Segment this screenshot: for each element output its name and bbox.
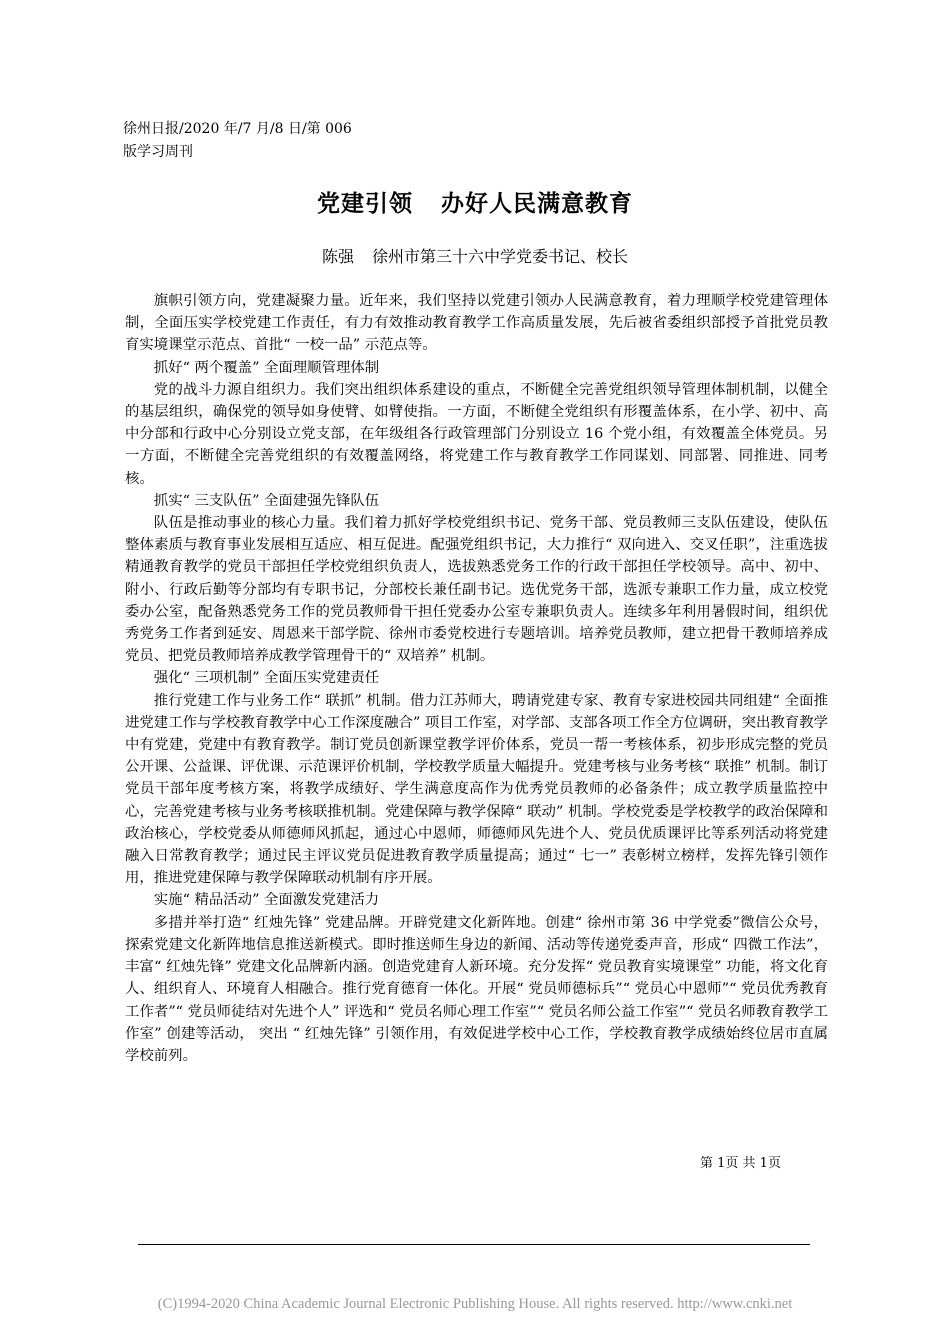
source-line-2: 版学习周刊: [123, 144, 193, 160]
paragraph-section-1: 党的战斗力源自组织力。我们突出组织体系建设的重点，不断健全完善党组织领导管理体制机制，以健全的基层组织，确保党的领导如身使臂、如臂使指。一方面，不断健全党组织有形覆盖体系，在小学、初中、高中分部和行政中心分别设立党支部，在年级组各行政管理部门分别设立 16 个党小组，有效覆盖全体党员。另一方面，不断健全完善党组织的有效覆盖网络，将党建工作与教育教学工作同谋划、同部署、同推进、同考核。: [125, 381, 828, 487]
article-body: [125, 290, 828, 1067]
section-heading-1: 抓好“ 两个覆盖” 全面理顺管理体制: [153, 359, 380, 376]
author-title: 徐州市第三十六中学党委书记、校长: [372, 247, 629, 266]
title-part-2: 办好人民满意教育: [441, 190, 633, 217]
section-heading-2: 抓实“ 三支队伍” 全面建强先锋队伍: [153, 492, 380, 509]
section-heading-4: 实施“ 精品活动” 全面激发党建活力: [153, 892, 380, 909]
footer-divider: [138, 1244, 810, 1245]
article-title: [0, 185, 950, 218]
section-heading-3: 强化“ 三项机制” 全面压实党建责任: [153, 670, 380, 687]
title-part-1: 党建引领: [317, 190, 413, 217]
paragraph-intro: 旗帜引领方向，党建凝聚力量。近年来，我们坚持以党建引领办人民满意教育，着力理顺学校党建管理体制，全面压实学校党建工作责任，有力有效推动教育教学工作高质量发展，先后被省委组织部授予首批党员教育实境课堂示范点、首批“ 一校一品” 示范点等。: [125, 293, 828, 354]
source-citation: [123, 118, 363, 164]
source-line-1: 徐州日报/2020 年/7 月/8 日/第 006: [123, 121, 352, 137]
paragraph-section-3: 推行党建工作与业务工作“ 联抓” 机制。借力江苏师大，聘请党建专家、教育专家进校园共同组建“ 全面推进党建工作与学校教育教学中心工作深度融合” 项目工作室，对学部、支部各项工作全方位调研，突出教育教学中有党建，党建中有教育教学。制订党员创新课堂教学评价体系，党员一帮一考核体系，初步形成完整的党员公开课、公益课、评优课、示范课评价机制，学校教学质量大幅提升。党建考核与业务考核“ 联推” 机制。制订党员干部年度考核方案，将教学成绩好、学生满意度高作为优秀党员教师的必备条件；成立教学质量监控中心，完善党建考核与业务考核联推机制。党建保障与教学保障“ 联动” 机制。学校党委是学校教学的政治保障和政治核心，学校党委从师德师风抓起，通过心中恩师，师德师风先进个人、党员优质课评比等系列活动将党建融入日常教育教学；通过民主评议党员促进教育教学质量提高；通过“ 七一” 表彰树立榜样，发挥先锋引领作用，推进党建保障与教学保障联动机制有序开展。: [125, 692, 828, 887]
page-number: 第 1页 共 1页: [700, 1156, 781, 1171]
copyright-footer: (C)1994-2020 China Academic Journal Electronic Publishing House. All rights reserved. http://www.cnki.net: [157, 1296, 793, 1312]
paragraph-section-4: 多措并举打造“ 红烛先锋” 党建品牌。开辟党建文化新阵地。创建“ 徐州市第 36 中学党委”微信公众号，探索党建文化新阵地信息推送新模式。即时推送师生身边的新闻、活动等传递党委声音，形成“ 四微工作法”，丰富“ 红烛先锋” 党建文化品牌新内涵。创造党建育人新环境。充分发挥“ 党员教育实境课堂” 功能，将文化育人、组织育人、环境育人相融合。推行党育德育一体化。开展“ 党员师德标兵”“ 党员心中恩师”“ 党员优秀教育工作者”“ 党员师徒结对先进个人” 评选和“ 党员名师心理工作室”“ 党员名师公益工作室”“ 党员名师教育教学工作室” 创建等活动， 突出 “ 红烛先锋” 引领作用，有效促进学校中心工作，学校教育教学成绩始终位居市直属学校前列。: [125, 914, 828, 1064]
author-line: [0, 244, 950, 267]
paragraph-section-2: 队伍是推动事业的核心力量。我们着力抓好学校党组织书记、党务干部、党员教师三支队伍建设，使队伍整体素质与教育事业发展相互适应、相互促进。配强党组织书记，大力推行“ 双向进入、交叉任职”，注重选拔精通教育教学的党员干部担任学校党组织负责人，选拔熟悉党务工作的行政干部担任学校领导。高中、初中、附小、行政后勤等分部均有专职书记，分部校长兼任副书记。选优党务干部，选派专兼职工作力量，成立校党委办公室，配备熟悉党务工作的党员教师骨干担任党委办公室专兼职负责人。连续多年利用暑假时间，组织优秀党务工作者到延安、周恩来干部学院、徐州市委党校进行专题培训。培养党员教师，建立把骨干教师培养成党员、把党员教师培养成教学管理骨干的“ 双培养” 机制。: [125, 515, 828, 665]
author-name: 陈强: [321, 247, 354, 266]
